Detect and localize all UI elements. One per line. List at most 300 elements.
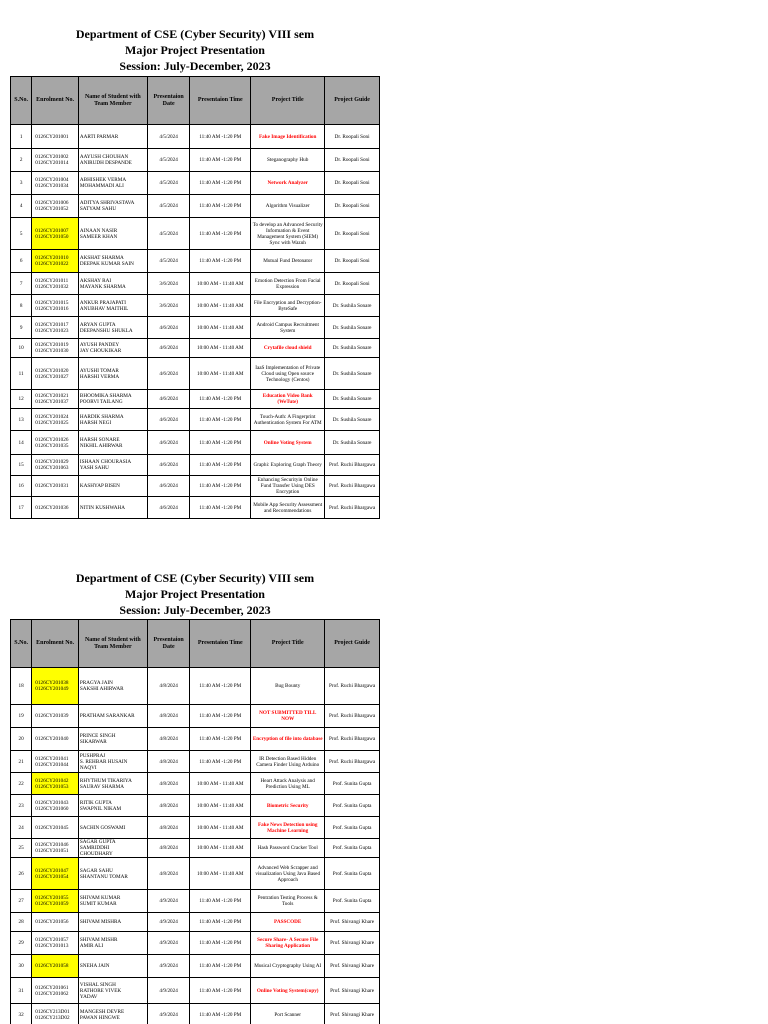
enrolment-number: 0126CY201043 — [35, 799, 69, 806]
presentation-time-cell: 11:40 AM -1:20 PM — [190, 172, 251, 195]
table-row — [11, 728, 380, 751]
serial-number-cell: 26 — [11, 858, 32, 890]
student-names-cell — [78, 455, 147, 476]
presentation-date-cell: 4/6/2024 — [147, 455, 190, 476]
student-name: HARSH SONARE — [79, 436, 120, 443]
presentation-date-cell: 4/8/2024 — [147, 705, 190, 728]
presentation-date-cell: 4/6/2024 — [147, 390, 190, 409]
presentation-time-cell: 10:00 AM - 11:40 AM — [190, 295, 251, 317]
student-name: JAY CHOUKIKAR — [79, 348, 122, 354]
serial-number-cell: 25 — [11, 839, 32, 858]
project-guide-cell: Prof. Sunita Gupta — [325, 795, 380, 817]
project-title-cell: To develop an Advanced Security Information & Event Management System (SIEM) Sync with Wazuh — [251, 218, 325, 250]
project-title-cell: Mutual Fund Detonator — [251, 250, 325, 273]
project-title-cell: Pentration Testing Process & Tools — [251, 890, 325, 913]
presentation-time-cell: 11:40 AM -1:20 PM — [190, 978, 251, 1004]
enrolment-number: 0126CY201041 — [35, 755, 69, 762]
project-title-cell: Crytafile cloud shield — [251, 339, 325, 358]
student-name: SWAPNIL NIKAM — [79, 805, 122, 812]
presentation-time-cell: 11:40 AM -1:20 PM — [190, 476, 251, 497]
enrolment-number: 0126CY201016 — [35, 305, 69, 312]
student-name: SHIVAM MISHR — [79, 937, 118, 943]
presentation-date-cell: 4/6/2024 — [147, 358, 190, 390]
enrolment-number: 0126CY201025 — [35, 419, 69, 426]
enrolment-number: 0126CY201059 — [35, 901, 69, 907]
student-names-cell — [78, 955, 147, 978]
student-name: KASHYAP BISEN — [79, 483, 120, 489]
student-name: CHOUDHARY — [79, 851, 113, 857]
presentation-date-cell: 4/6/2024 — [147, 497, 190, 519]
project-guide-cell: Dr. Sushila Sonare — [325, 339, 380, 358]
enrolment-number: 0126CY201039 — [35, 713, 69, 719]
presentation-date-cell: 4/8/2024 — [147, 728, 190, 751]
student-names-cell — [78, 295, 147, 317]
serial-number-cell: 2 — [11, 149, 32, 172]
project-guide-cell: Dr. Sushila Sonare — [325, 295, 380, 317]
presentation-time-cell: 11:40 AM -1:20 PM — [190, 1004, 251, 1024]
presentation-time-cell: 10:00 AM - 11:40 AM — [190, 273, 251, 295]
enrolment-number: 0126CY201040 — [35, 736, 69, 742]
presentation-time-cell: 11:40 AM -1:20 PM — [190, 728, 251, 751]
student-name: YASH SAHU — [79, 465, 109, 471]
table-row — [11, 1004, 380, 1024]
table-row — [11, 172, 380, 195]
presentation-time-cell: 11:40 AM -1:20 PM — [190, 497, 251, 519]
presentation-title: Major Project Presentation — [125, 43, 265, 57]
student-name: AYUSHI TOMAR — [79, 367, 119, 374]
presentation-time-cell: 11:40 AM -1:20 PM — [190, 890, 251, 913]
enrolment-number: 0126CY201001 — [35, 133, 69, 140]
project-guide-cell: Prof. Ruchi Bhargawa — [325, 668, 380, 705]
student-name: DEEPAK KUMAR SAIN — [79, 261, 134, 267]
serial-number-cell: 1 — [11, 125, 32, 149]
presentation-date-cell: 4/9/2024 — [147, 913, 190, 932]
serial-number-cell: 19 — [11, 705, 32, 728]
table-row — [11, 932, 380, 955]
project-guide-cell: Dr. Sushila Sonare — [325, 409, 380, 431]
enrolment-number: 0126CY201063 — [35, 465, 69, 471]
department-title: Department of CSE (Cyber Security) VIII sem — [75, 571, 315, 585]
project-title-cell: Android Campus Recruitment System — [251, 317, 325, 339]
enrolment-cell — [32, 317, 79, 339]
table-row — [11, 978, 380, 1004]
table-row — [11, 773, 380, 795]
student-name: SNEHA JAIN — [79, 963, 110, 969]
presentation-time-cell: 10:00 AM - 11:40 AM — [190, 839, 251, 858]
student-name: PAWAN HINGWE — [79, 1014, 120, 1021]
enrolment-cell — [32, 497, 79, 519]
project-guide-cell: Dr. Sushila Sonare — [325, 390, 380, 409]
enrolment-number: 0126CY201002 — [35, 154, 69, 160]
presentation-time-cell: 10:00 AM - 11:40 AM — [190, 317, 251, 339]
project-guide-cell: Prof. Sunita Gupta — [325, 858, 380, 890]
serial-number-cell: 17 — [11, 497, 32, 519]
department-title: Department of CSE (Cyber Security) VIII sem — [75, 27, 315, 41]
project-title-cell: Algorithm Visualizer — [251, 195, 325, 218]
presentation-time-cell: 11:40 AM -1:20 PM — [190, 218, 251, 250]
student-name: AINAAN NASIR — [79, 227, 118, 234]
serial-number-cell: 21 — [11, 751, 32, 773]
project-title-cell: PASSCODE — [251, 913, 325, 932]
enrolment-cell — [32, 728, 79, 751]
serial-number-cell: 18 — [11, 668, 32, 705]
project-guide-cell: Dr. Roopali Soni — [325, 218, 380, 250]
serial-number-cell: 23 — [11, 795, 32, 817]
presentation-date-cell: 3/6/2024 — [147, 295, 190, 317]
student-names-cell — [78, 250, 147, 273]
student-name: RITIK GUPTA — [79, 799, 112, 806]
project-title-cell: NOT SUBMITTED TILL NOW — [251, 705, 325, 728]
table-row — [11, 913, 380, 932]
student-name: AAYUSH CHOUHAN — [79, 154, 129, 160]
enrolment-number: 0126CY201030 — [35, 348, 69, 354]
presentation-date-cell: 4/8/2024 — [147, 839, 190, 858]
student-name: RHYTHUM TIKARIYA — [79, 777, 132, 784]
student-names-cell — [78, 795, 147, 817]
student-names-cell — [78, 476, 147, 497]
student-name: AKSHAY RAI — [79, 277, 112, 284]
table-row — [11, 250, 380, 273]
project-guide-cell: Prof. Ruchi Bhargawa — [325, 751, 380, 773]
schedule-table-1 — [10, 76, 380, 519]
student-names-cell — [78, 913, 147, 932]
student-name: HARSH NEGI — [79, 419, 112, 426]
col-title-header: Project Title — [251, 77, 325, 125]
enrolment-number: 0126CY201056 — [35, 919, 69, 925]
project-title-cell: Mobile App Security Assessment and Recommendations — [251, 497, 325, 519]
table-row — [11, 705, 380, 728]
table-row — [11, 817, 380, 839]
project-title-cell: Graphi: Exploring Graph Theory — [251, 455, 325, 476]
project-title-cell: Enhancing Securityin Online Fund Transfer Using DES Encryption — [251, 476, 325, 497]
serial-number-cell: 31 — [11, 978, 32, 1004]
student-name: ANUBHAV MAITHIL — [79, 305, 129, 312]
enrolment-number: 0126CY201021 — [35, 393, 69, 399]
presentation-date-cell: 4/8/2024 — [147, 858, 190, 890]
project-title-cell: IR Detection Based Hidden Camera Finder Using Arduino — [251, 751, 325, 773]
presentation-date-cell: 4/5/2024 — [147, 172, 190, 195]
presentation-time-cell: 11:40 AM -1:20 PM — [190, 250, 251, 273]
table-row — [11, 390, 380, 409]
enrolment-number: 0126CY201011 — [35, 277, 69, 284]
presentation-time-cell: 11:40 AM -1:20 PM — [190, 955, 251, 978]
project-guide-cell: Dr. Roopali Soni — [325, 172, 380, 195]
table-header-row — [11, 77, 380, 125]
project-title-cell: Steganography Hub — [251, 149, 325, 172]
enrolment-number: 0126CY201042 — [35, 777, 69, 784]
project-guide-cell: Prof. Ruchi Bhargawa — [325, 497, 380, 519]
presentation-date-cell: 3/6/2024 — [147, 273, 190, 295]
student-name: SAKSHI AHIRWAR — [79, 686, 124, 692]
student-name: SACHIN GOSWAMI — [79, 824, 126, 831]
student-name: SHIVAM KUMAR — [79, 895, 121, 901]
table-row — [11, 149, 380, 172]
student-names-cell — [78, 125, 147, 149]
enrolment-number: 0126CY201046 — [35, 842, 69, 848]
student-name: VISHAL SINGH — [79, 981, 116, 988]
project-guide-cell: Prof. Shivangi Khare — [325, 978, 380, 1004]
presentation-time-cell: 11:40 AM -1:20 PM — [190, 455, 251, 476]
presentation-time-cell: 11:40 AM -1:20 PM — [190, 125, 251, 149]
enrolment-cell — [32, 839, 79, 858]
enrolment-number: 0126CY201038 — [35, 680, 69, 686]
student-name: AARTI PARMAR — [79, 133, 119, 140]
enrolment-cell — [32, 773, 79, 795]
presentation-time-cell: 11:40 AM -1:20 PM — [190, 913, 251, 932]
enrolment-number: 0126CY201049 — [35, 686, 69, 692]
serial-number-cell: 9 — [11, 317, 32, 339]
student-name: SAGAR SAHU — [79, 867, 113, 874]
enrolment-number: 0126CY201014 — [35, 160, 69, 166]
serial-number-cell: 3 — [11, 172, 32, 195]
table-row — [11, 668, 380, 705]
student-name: SAMRIDDHI — [79, 845, 110, 851]
student-names-cell — [78, 339, 147, 358]
enrolment-cell — [32, 817, 79, 839]
student-names-cell — [78, 431, 147, 455]
student-names-cell — [78, 817, 147, 839]
serial-number-cell: 29 — [11, 932, 32, 955]
project-title-cell: Network Analyzer — [251, 172, 325, 195]
enrolment-number: 0126CY201055 — [35, 895, 69, 901]
session-title: Session: July-December, 2023 — [119, 59, 271, 73]
page-1-header — [10, 26, 380, 74]
student-names-cell — [78, 978, 147, 1004]
presentation-time-cell: 11:40 AM -1:20 PM — [190, 195, 251, 218]
enrolment-number: 0126CY201061 — [35, 984, 69, 991]
student-name: ANKUR PRAJAPATI — [79, 299, 126, 306]
enrolment-number: 0126CY201054 — [35, 873, 69, 880]
enrolment-number: 0126CY201029 — [35, 459, 69, 465]
enrolment-number: 0126CY201037 — [35, 399, 69, 405]
col-date-header: Presentaion Date — [147, 77, 190, 125]
presentation-date-cell: 4/8/2024 — [147, 668, 190, 705]
presentation-date-cell: 4/6/2024 — [147, 317, 190, 339]
project-title-cell: Hash Password Cracker Tool — [251, 839, 325, 858]
table-row — [11, 409, 380, 431]
project-guide-cell: Dr. Sushila Sonare — [325, 317, 380, 339]
enrolment-number: 0126CY201062 — [35, 990, 69, 997]
enrolment-number: 0126CY201058 — [35, 963, 69, 969]
student-name: S. REHBAR HUSAIN — [79, 758, 128, 765]
serial-number-cell: 28 — [11, 913, 32, 932]
presentation-time-cell: 11:40 AM -1:20 PM — [190, 431, 251, 455]
enrolment-number: 0126CY201027 — [35, 373, 69, 380]
student-names-cell — [78, 858, 147, 890]
student-name: RATHORE VIVEK — [79, 987, 122, 994]
student-name: PRINCE SINGH — [79, 733, 116, 739]
presentation-time-cell: 10:00 AM - 11:40 AM — [190, 339, 251, 358]
presentation-date-cell: 4/6/2024 — [147, 431, 190, 455]
enrolment-number: 0126CY201052 — [35, 206, 69, 212]
student-name: ARYAN GUPTA — [79, 321, 116, 328]
presentation-time-cell: 10:00 AM - 11:40 AM — [190, 358, 251, 390]
enrolment-cell — [32, 476, 79, 497]
enrolment-cell — [32, 339, 79, 358]
table-row — [11, 751, 380, 773]
enrolment-cell — [32, 390, 79, 409]
student-name: ABHISHEK VERMA — [79, 177, 127, 183]
project-guide-cell: Prof. Shivangi Khare — [325, 932, 380, 955]
enrolment-cell — [32, 358, 79, 390]
table-row — [11, 431, 380, 455]
project-title-cell: Port Scanner — [251, 1004, 325, 1024]
enrolment-cell — [32, 668, 79, 705]
project-guide-cell: Prof. Ruchi Bhargawa — [325, 728, 380, 751]
enrolment-number: 0126CY201044 — [35, 761, 69, 768]
serial-number-cell: 13 — [11, 409, 32, 431]
enrolment-cell — [32, 913, 79, 932]
project-guide-cell: Dr. Roopali Soni — [325, 195, 380, 218]
student-names-cell — [78, 839, 147, 858]
presentation-date-cell: 4/8/2024 — [147, 817, 190, 839]
project-guide-cell: Prof. Shivangi Khare — [325, 955, 380, 978]
table-row — [11, 890, 380, 913]
enrolment-cell — [32, 273, 79, 295]
presentation-time-cell: 10:00 AM - 11:40 AM — [190, 795, 251, 817]
project-title-cell: Heart Attack Analysis and Prediction Using ML — [251, 773, 325, 795]
serial-number-cell: 14 — [11, 431, 32, 455]
table-row — [11, 476, 380, 497]
project-guide-cell: Prof. Ruchi Bhargawa — [325, 455, 380, 476]
serial-number-cell: 24 — [11, 817, 32, 839]
presentation-date-cell: 4/9/2024 — [147, 978, 190, 1004]
serial-number-cell: 32 — [11, 1004, 32, 1024]
presentation-date-cell: 4/6/2024 — [147, 339, 190, 358]
table-row — [11, 955, 380, 978]
student-name: SHANTANU TOMAR — [79, 873, 128, 880]
student-name: YADAV — [79, 993, 98, 1000]
enrolment-cell — [32, 172, 79, 195]
student-name: AYUSH PANDEY — [79, 342, 120, 348]
project-guide-cell: Prof. Ruchi Bhargawa — [325, 476, 380, 497]
project-title-cell: Bug Bounty — [251, 668, 325, 705]
presentation-time-cell: 10:00 AM - 11:40 AM — [190, 773, 251, 795]
enrolment-cell — [32, 455, 79, 476]
student-names-cell — [78, 728, 147, 751]
student-name: ADITYA SHRIVASTAVA — [79, 200, 135, 206]
table-row — [11, 339, 380, 358]
presentation-date-cell: 4/9/2024 — [147, 932, 190, 955]
student-name: ISHAAN CHOURASIA — [79, 459, 132, 465]
col-title-header: Project Title — [251, 620, 325, 668]
project-guide-cell: Prof. Sunita Gupta — [325, 839, 380, 858]
student-name: BHOOMIKA SHARMA — [79, 393, 132, 399]
project-title-cell: Online Voting System(copy) — [251, 978, 325, 1004]
student-names-cell — [78, 358, 147, 390]
student-names-cell — [78, 172, 147, 195]
project-title-cell: Encryption of file into database — [251, 728, 325, 751]
project-guide-cell: Dr. Roopali Soni — [325, 250, 380, 273]
presentation-date-cell: 4/8/2024 — [147, 751, 190, 773]
student-names-cell — [78, 218, 147, 250]
enrolment-cell — [32, 431, 79, 455]
presentation-date-cell: 4/8/2024 — [147, 795, 190, 817]
enrolment-cell — [32, 195, 79, 218]
presentation-date-cell: 4/8/2024 — [147, 773, 190, 795]
project-guide-cell: Dr. Roopali Soni — [325, 149, 380, 172]
student-names-cell — [78, 751, 147, 773]
col-time-header: Presentaion Time — [190, 77, 251, 125]
enrolment-number: 0126CY201019 — [35, 342, 69, 348]
student-names-cell — [78, 668, 147, 705]
project-title-cell: Education Video Bank (WeTute) — [251, 390, 325, 409]
enrolment-number: 0126CY201035 — [35, 442, 69, 449]
project-title-cell: Secure Share- A Secure File Sharing Application — [251, 932, 325, 955]
table-row — [11, 858, 380, 890]
enrolment-number: 0126CY201024 — [35, 413, 69, 420]
presentation-date-cell: 4/5/2024 — [147, 149, 190, 172]
student-names-cell — [78, 195, 147, 218]
page-2-header — [10, 570, 380, 618]
enrolment-number: 0126CY201022 — [35, 261, 69, 267]
serial-number-cell: 6 — [11, 250, 32, 273]
serial-number-cell: 16 — [11, 476, 32, 497]
project-guide-cell: Prof. Sunita Gupta — [325, 890, 380, 913]
student-name: PRAGYA JAIN — [79, 680, 113, 686]
student-name: SHIVAM MISHRA — [79, 919, 122, 925]
student-name: AMIR ALI — [79, 943, 104, 949]
student-names-cell — [78, 273, 147, 295]
project-title-cell: Advanced Web Scrapper and visualization Using Java Based Approach — [251, 858, 325, 890]
enrolment-number: 0126CY201036 — [35, 504, 69, 511]
serial-number-cell: 27 — [11, 890, 32, 913]
student-names-cell — [78, 149, 147, 172]
enrolment-cell — [32, 125, 79, 149]
table-row — [11, 497, 380, 519]
enrolment-cell — [32, 858, 79, 890]
enrolment-cell — [32, 149, 79, 172]
table-row — [11, 317, 380, 339]
serial-number-cell: 4 — [11, 195, 32, 218]
table-row — [11, 455, 380, 476]
presentation-time-cell: 11:40 AM -1:20 PM — [190, 149, 251, 172]
project-guide-cell: Dr. Sushila Sonare — [325, 358, 380, 390]
serial-number-cell: 12 — [11, 390, 32, 409]
serial-number-cell: 7 — [11, 273, 32, 295]
student-names-cell — [78, 317, 147, 339]
presentation-date-cell: 4/9/2024 — [147, 890, 190, 913]
student-name: MOHAMMADI ALI — [79, 183, 124, 189]
student-names-cell — [78, 1004, 147, 1024]
presentation-time-cell: 11:40 AM -1:20 PM — [190, 409, 251, 431]
enrolment-number: 0126CY201057 — [35, 937, 69, 943]
col-sno-header: S.No. — [11, 77, 32, 125]
table-row — [11, 358, 380, 390]
enrolment-number: 0126CY201010 — [35, 255, 69, 261]
presentation-title: Major Project Presentation — [125, 587, 265, 601]
presentation-time-cell: 10:00 AM - 11:40 AM — [190, 817, 251, 839]
enrolment-cell — [32, 250, 79, 273]
col-enrolment-header: Enrolment No. — [32, 77, 79, 125]
presentation-date-cell: 4/5/2024 — [147, 125, 190, 149]
serial-number-cell: 20 — [11, 728, 32, 751]
enrolment-number: 0126CY201004 — [35, 177, 69, 183]
student-name: SAMEER KHAN — [79, 233, 118, 240]
enrolment-number: 0126CY201013 — [35, 943, 69, 949]
enrolment-cell — [32, 1004, 79, 1024]
project-title-cell: Fake Image Identification — [251, 125, 325, 149]
col-enrolment-header: Enrolment No. — [32, 620, 79, 668]
student-name: POORVI TAILANG — [79, 399, 123, 405]
student-name: SAGAR GUPTA — [79, 839, 116, 845]
student-name: NIKHIL AHIRWAR — [79, 442, 123, 449]
student-names-cell — [78, 409, 147, 431]
student-names-cell — [78, 932, 147, 955]
enrolment-number: 0126CY201053 — [35, 783, 69, 790]
enrolment-cell — [32, 978, 79, 1004]
table-header-row — [11, 620, 380, 668]
